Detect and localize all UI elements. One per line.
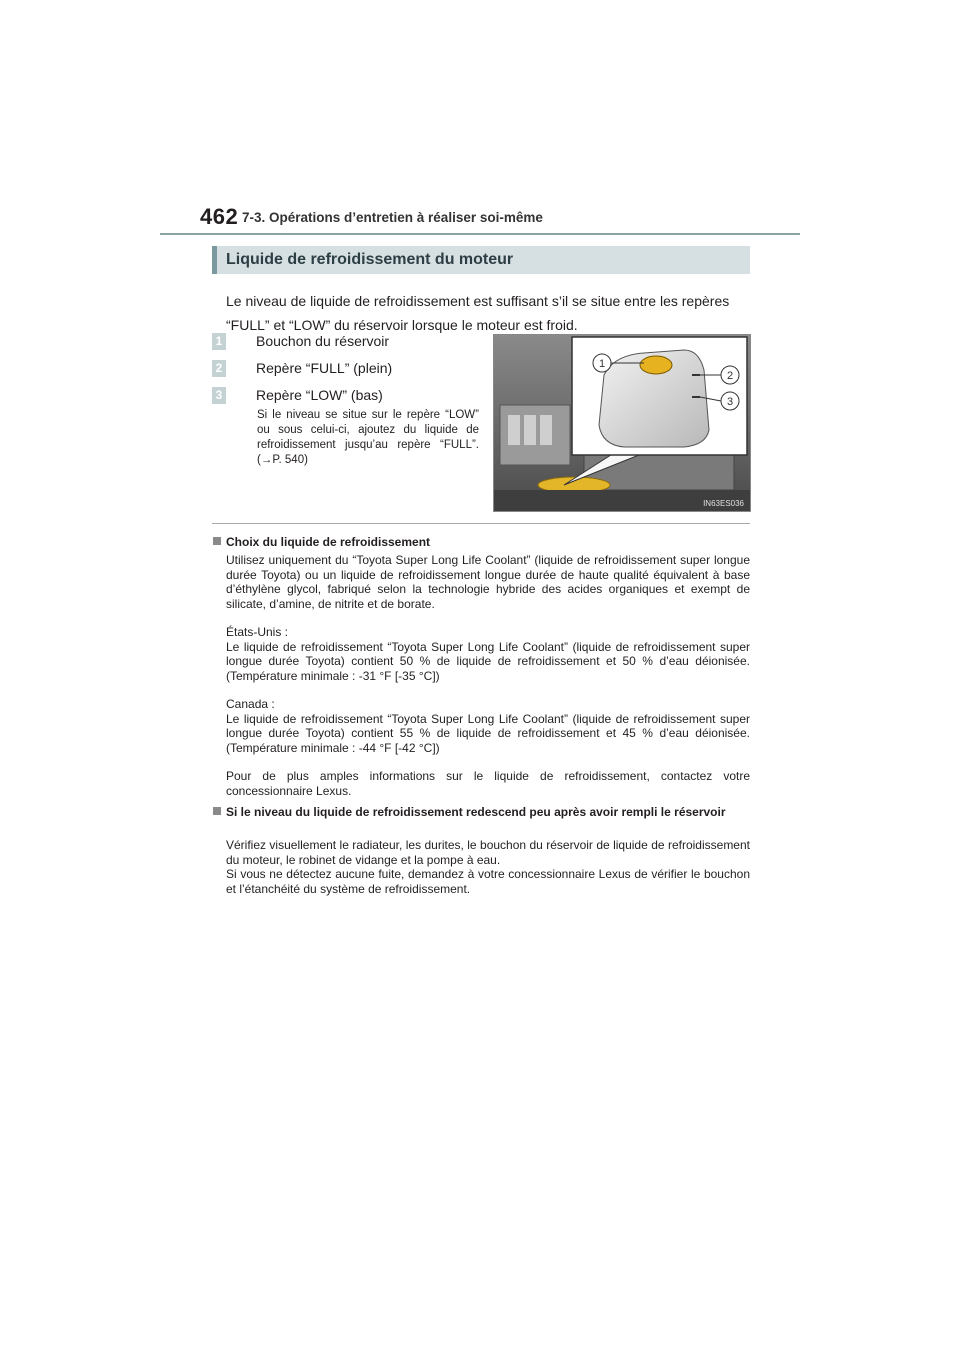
figure-label-1: 1: [598, 358, 606, 370]
subsection-heading-text: Choix du liquide de refroidissement: [226, 535, 431, 549]
body-paragraph: [226, 625, 750, 683]
figure-code: IN63ES036: [703, 499, 744, 508]
page-number: 462: [200, 204, 239, 229]
section-intro: Le niveau de liquide de refroidissement est suffisant s’il se situe entre les repères “FULL” et “LOW” du réservoir lorsque le moteur est froid.: [226, 293, 730, 333]
paragraph-line: Si vous ne détectez aucune fuite, demandez à votre concessionnaire Lexus de vérifier le bouchon et l’étanchéité du système de refroidissement.: [226, 867, 750, 896]
paragraph-line: États-Unis :: [226, 625, 289, 639]
body-paragraph: [226, 697, 750, 755]
engine-bay-illustration: [494, 335, 750, 511]
callout-number: 3: [212, 387, 226, 404]
body-paragraph: [226, 838, 750, 896]
paragraph-line: Le liquide de refroidissement “Toyota Super Long Life Coolant” (liquide de refroidissement super longue durée Toyota) contient 55 % de liquide de refroidissement et 45 % d’eau déionisée. (Température minimale : -44 °F [-42 °C]): [226, 711, 750, 755]
callout-label: Repère “LOW” (bas): [256, 387, 383, 403]
paragraph-line: Vérifiez visuellement le radiateur, les durites, le bouchon du réservoir de liquide de refroidissement du moteur, le robinet de vidange et la pompe à eau.: [226, 838, 750, 867]
paragraph-line: Le liquide de refroidissement “Toyota Super Long Life Coolant” (liquide de refroidissement super longue durée Toyota) contient 50 % de liquide de refroidissement et 50 % d’eau déionisée. (Température minimale : -31 °F [-35 °C]): [226, 639, 750, 683]
section-title: Liquide de refroidissement du moteur: [226, 251, 514, 268]
section-accent: [212, 246, 217, 274]
coolant-reservoir-figure: [493, 334, 751, 512]
callout-number: 1: [212, 333, 226, 350]
square-bullet-icon: [213, 807, 221, 815]
chapter-title: 7-3. Opérations d’entretien à réaliser soi-même: [242, 210, 543, 225]
section-divider: [212, 523, 750, 524]
paragraph-line: Pour de plus amples informations sur le liquide de refroidissement, contactez votre concessionnaire Lexus.: [226, 769, 750, 798]
header-divider: [160, 233, 800, 235]
level-note: Si le niveau se situe sur le repère “LOW” ou sous celui-ci, ajoutez du liquide de refroidissement jusqu’au repère “FULL”. (→P. 540): [257, 409, 479, 466]
engine-part: [524, 415, 536, 445]
callout-label: Repère “FULL” (plein): [256, 360, 393, 376]
section-header: [212, 246, 750, 274]
subsection-heading: [213, 535, 750, 549]
body-paragraph: [226, 769, 750, 798]
square-bullet-icon: [213, 537, 221, 545]
reservoir-cap-icon: [640, 356, 672, 374]
figure-label-3: 3: [726, 396, 734, 408]
subsection-heading: [213, 805, 750, 819]
engine-part: [540, 415, 552, 445]
subsection-heading-text: Si le niveau du liquide de refroidissement redescend peu après avoir rempli le réservoir: [226, 805, 726, 819]
paragraph-line: Utilisez uniquement du “Toyota Super Long Life Coolant” (liquide de refroidissement super longue durée Toyota) ou un liquide de refroidissement longue durée de haute qualité équivalent à base d’éthylène glycol, fabriqué selon la technologie hybride des acides organiques et exempt de silicate, d’amine, de nitrite et de borate.: [226, 553, 750, 611]
body-paragraph: [226, 553, 750, 611]
callout-number: 2: [212, 360, 226, 377]
paragraph-line: Canada :: [226, 697, 275, 711]
engine-part: [508, 415, 520, 445]
callout-label: Bouchon du réservoir: [256, 333, 390, 349]
figure-label-2: 2: [726, 370, 734, 382]
